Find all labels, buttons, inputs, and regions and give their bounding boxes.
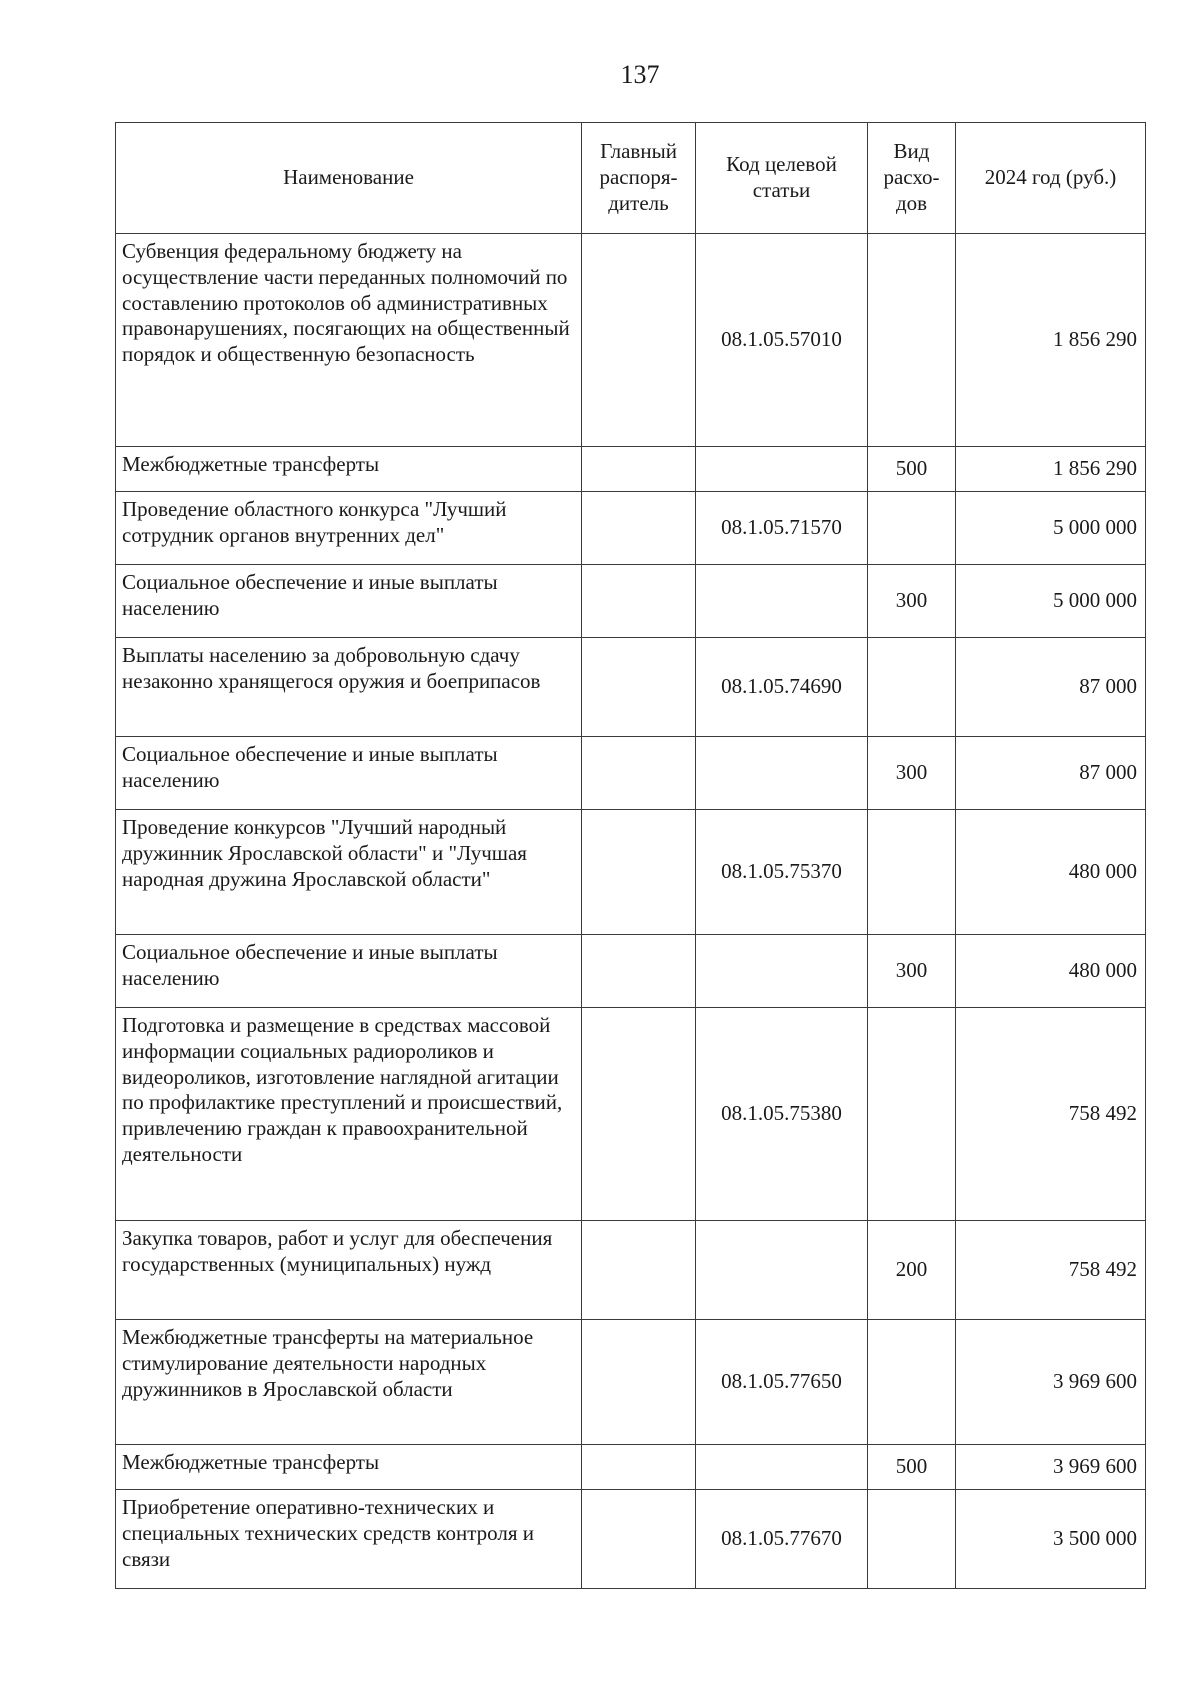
row-name: Закупка товаров, работ и услуг для обеспечения государственных (муниципальных) нужд [116, 1221, 582, 1320]
page-number: 137 [620, 60, 660, 89]
table-row [116, 1320, 1146, 1445]
row-amount: 87 000 [956, 638, 1146, 737]
row-manager [582, 1221, 696, 1320]
row-expense-type [868, 810, 956, 935]
row-manager [582, 565, 696, 638]
row-manager [582, 492, 696, 565]
row-amount: 5 000 000 [956, 565, 1146, 638]
row-manager [582, 234, 696, 447]
row-manager [582, 447, 696, 492]
row-code: 08.1.05.75380 [696, 1008, 868, 1221]
row-code [696, 447, 868, 492]
row-code [696, 1445, 868, 1490]
table-row [116, 1221, 1146, 1320]
row-expense-type: 200 [868, 1221, 956, 1320]
row-expense-type: 300 [868, 935, 956, 1008]
row-name: Субвенция федеральному бюджету на осуществление части переданных полномочий по составлению протоколов об административных правонарушениях, посягающих на общественный порядок и общественную безопасность [116, 234, 582, 447]
row-code: 08.1.05.75370 [696, 810, 868, 935]
row-code: 08.1.05.77670 [696, 1490, 868, 1589]
table-row [116, 935, 1146, 1008]
row-name: Выплаты населению за добровольную сдачу незаконно хранящегося оружия и боеприпасов [116, 638, 582, 737]
header-amount: 2024 год (руб.) [956, 123, 1146, 234]
table-row [116, 1008, 1146, 1221]
table-row [116, 737, 1146, 810]
table-row [116, 638, 1146, 737]
table-header [116, 123, 1146, 234]
row-amount: 758 492 [956, 1221, 1146, 1320]
row-name: Межбюджетные трансферты [116, 1445, 582, 1490]
row-manager [582, 737, 696, 810]
row-expense-type [868, 1008, 956, 1221]
row-amount: 5 000 000 [956, 492, 1146, 565]
row-name: Проведение областного конкурса "Лучший сотрудник органов внутренних дел" [116, 492, 582, 565]
row-name: Социальное обеспечение и иные выплаты населению [116, 935, 582, 1008]
header-row [116, 123, 1146, 234]
row-amount: 758 492 [956, 1008, 1146, 1221]
row-name: Межбюджетные трансферты [116, 447, 582, 492]
row-expense-type: 300 [868, 737, 956, 810]
table-row [116, 565, 1146, 638]
row-expense-type [868, 1320, 956, 1445]
row-code: 08.1.05.71570 [696, 492, 868, 565]
header-name: Наименование [116, 123, 582, 234]
row-manager [582, 1008, 696, 1221]
row-name: Межбюджетные трансферты на материальное стимулирование деятельности народных дружинников в Ярославской области [116, 1320, 582, 1445]
header-code: Код целевой статьи [696, 123, 868, 234]
row-manager [582, 935, 696, 1008]
row-code [696, 935, 868, 1008]
row-expense-type: 500 [868, 1445, 956, 1490]
row-expense-type: 300 [868, 565, 956, 638]
row-name: Социальное обеспечение и иные выплаты населению [116, 737, 582, 810]
row-manager [582, 1445, 696, 1490]
row-expense-type [868, 492, 956, 565]
table-row [116, 810, 1146, 935]
row-amount: 3 500 000 [956, 1490, 1146, 1589]
row-manager [582, 1320, 696, 1445]
row-amount: 3 969 600 [956, 1320, 1146, 1445]
header-manager: Главный распоря-дитель [582, 123, 696, 234]
row-name: Приобретение оперативно-технических и специальных технических средств контроля и связи [116, 1490, 582, 1589]
table-row [116, 1490, 1146, 1589]
header-expense-type: Вид расхо-дов [868, 123, 956, 234]
row-expense-type [868, 638, 956, 737]
row-expense-type [868, 1490, 956, 1589]
row-code [696, 737, 868, 810]
row-expense-type: 500 [868, 447, 956, 492]
row-amount: 1 856 290 [956, 447, 1146, 492]
row-code [696, 565, 868, 638]
table-body [116, 234, 1146, 1589]
table-row [116, 234, 1146, 447]
row-manager [582, 810, 696, 935]
row-code [696, 1221, 868, 1320]
row-expense-type [868, 234, 956, 447]
table-row [116, 447, 1146, 492]
row-code: 08.1.05.57010 [696, 234, 868, 447]
row-code: 08.1.05.74690 [696, 638, 868, 737]
row-code: 08.1.05.77650 [696, 1320, 868, 1445]
row-manager [582, 1490, 696, 1589]
table-row [116, 492, 1146, 565]
row-amount: 1 856 290 [956, 234, 1146, 447]
row-manager [582, 638, 696, 737]
row-name: Проведение конкурсов "Лучший народный дружинник Ярославской области" и "Лучшая народная дружина Ярославской области" [116, 810, 582, 935]
budget-table [115, 122, 1146, 1589]
row-amount: 480 000 [956, 810, 1146, 935]
row-amount: 480 000 [956, 935, 1146, 1008]
table-row [116, 1445, 1146, 1490]
row-name: Социальное обеспечение и иные выплаты населению [116, 565, 582, 638]
row-name: Подготовка и размещение в средствах массовой информации социальных радиороликов и видеороликов, изготовление наглядной агитации по профилактике преступлений и происшествий, привлечению граждан к правоохранительной деятельности [116, 1008, 582, 1221]
row-amount: 3 969 600 [956, 1445, 1146, 1490]
row-amount: 87 000 [956, 737, 1146, 810]
